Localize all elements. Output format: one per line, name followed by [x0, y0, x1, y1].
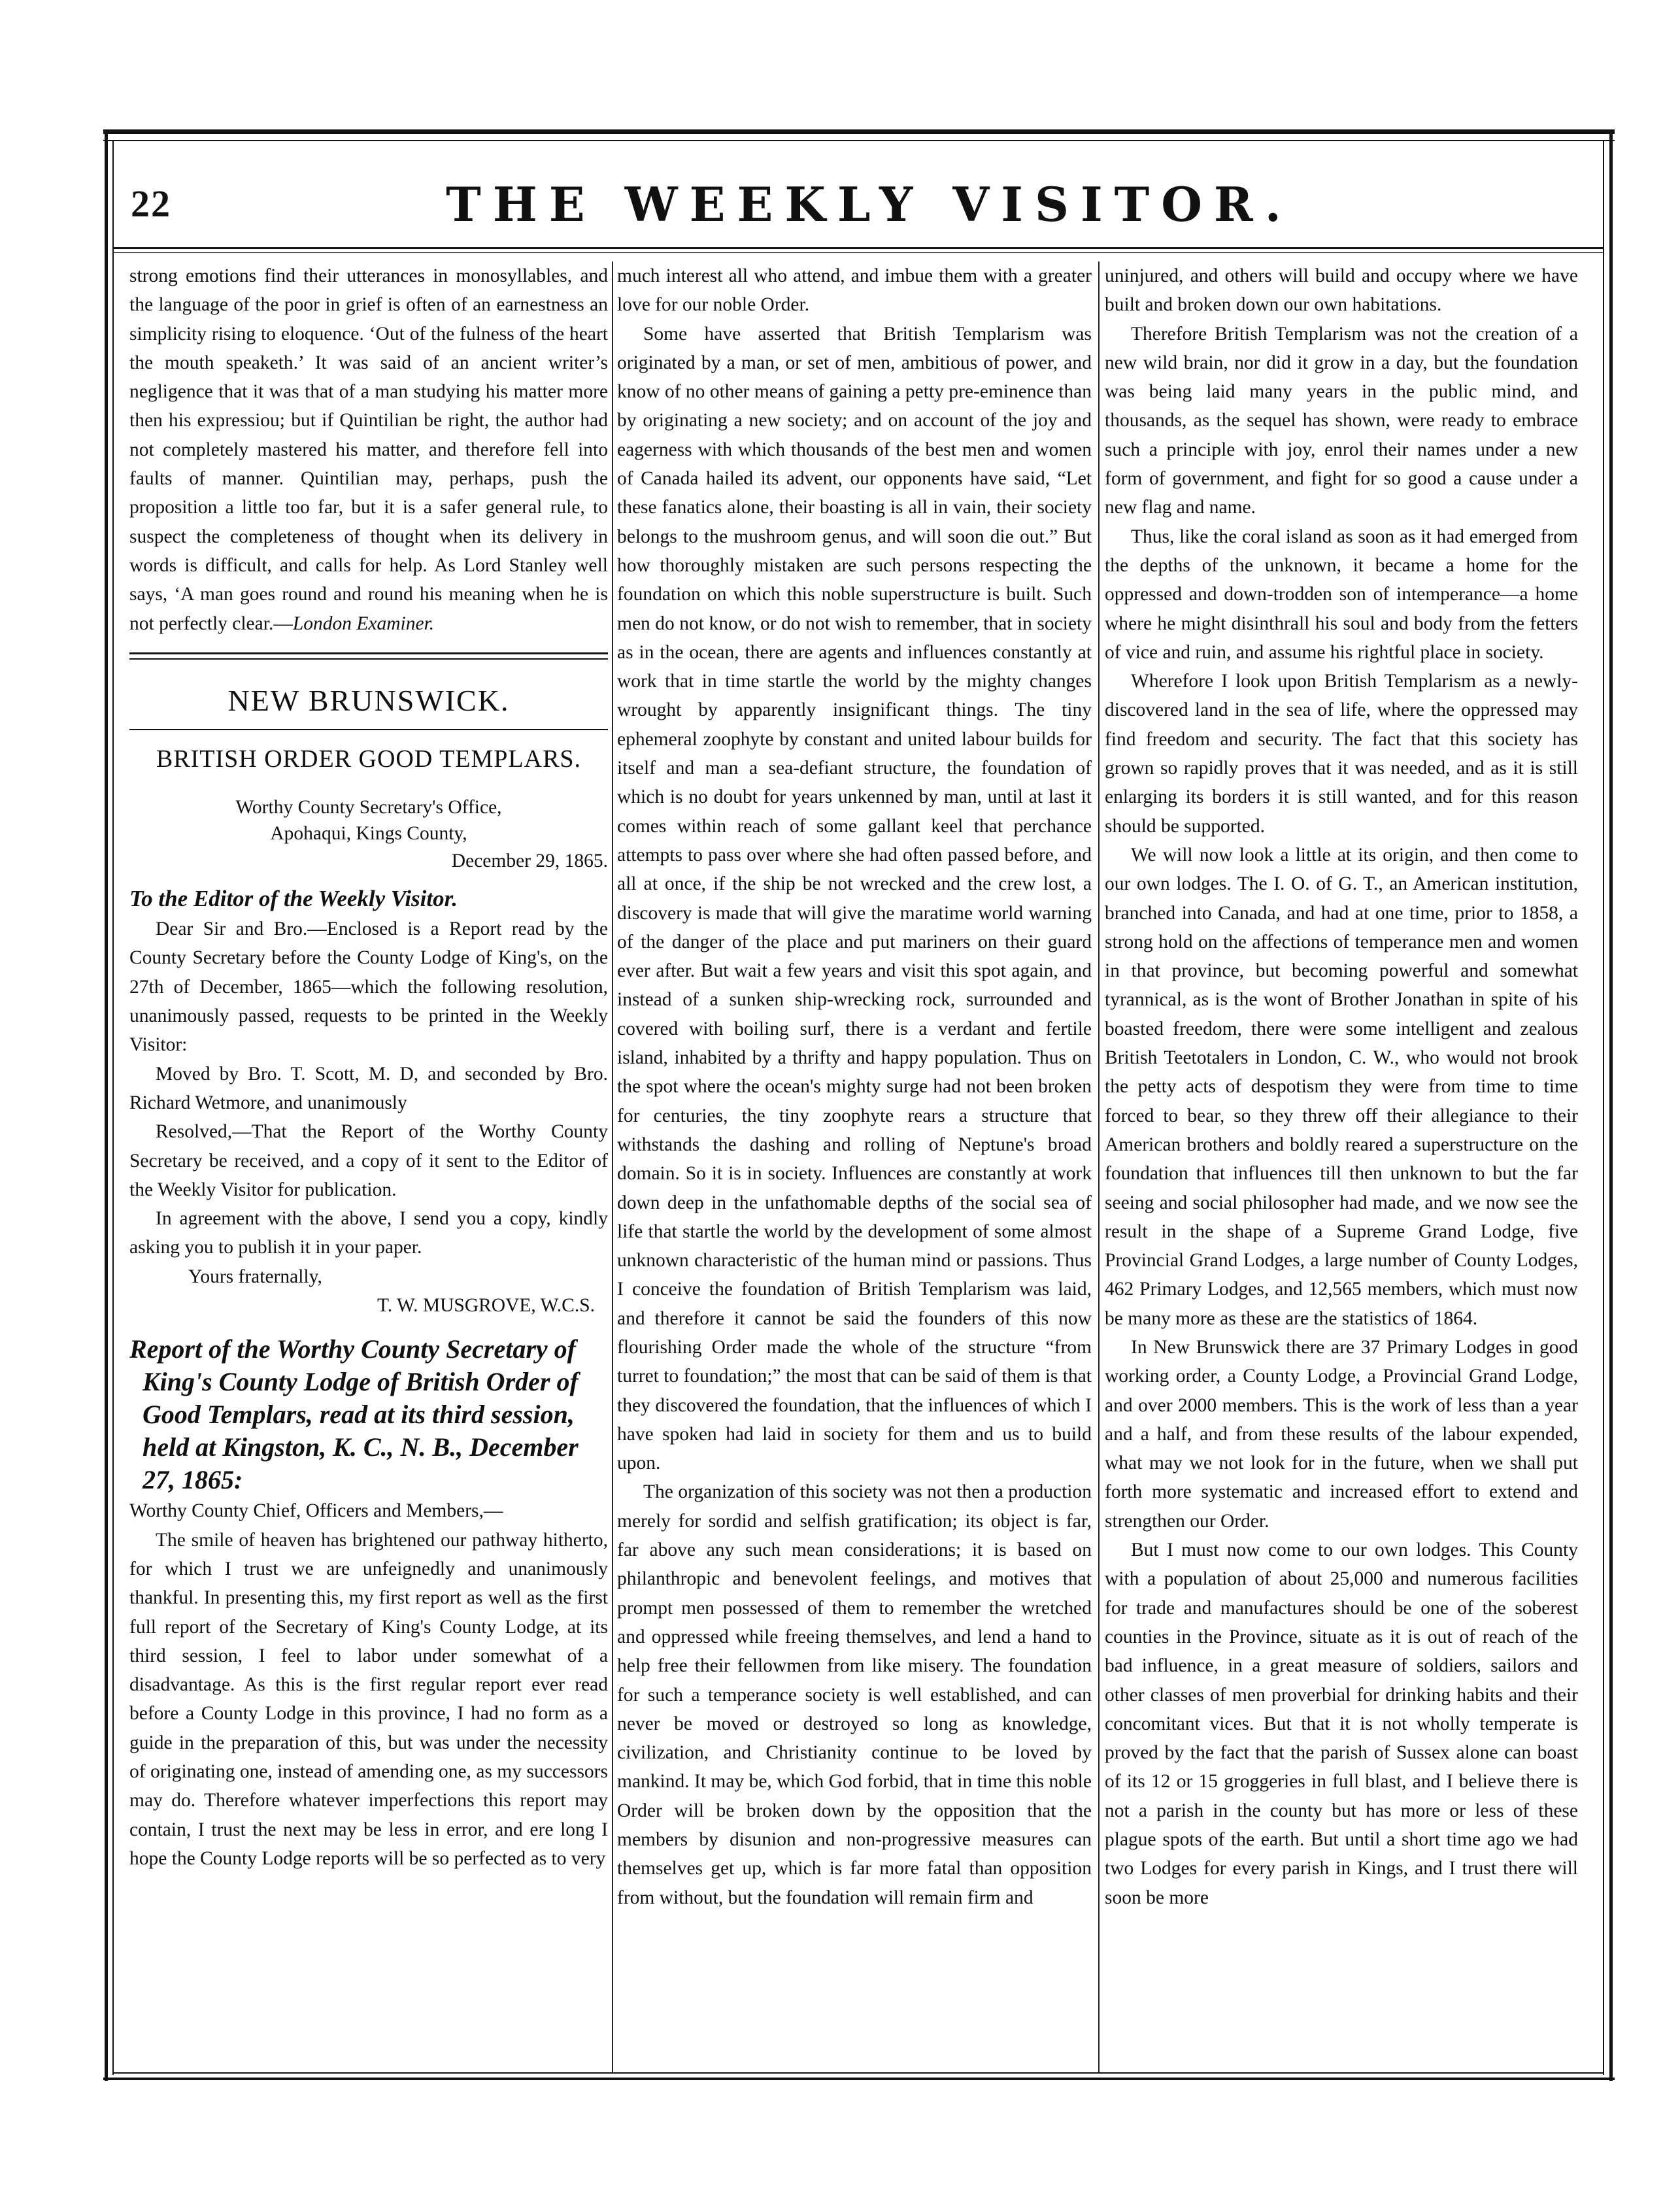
column-divider-2: [1098, 261, 1100, 2072]
letter-paragraph: Dear Sir and Bro.—Enclosed is a Report read by the County Secretary before the County Lodge of King's, on the 27th of December, 1865—which the following resolution, unanimously passed, requests to be printed in the Weekly Visitor:: [129, 918, 608, 1056]
report-paragraph: The smile of heaven has brightened our pathway hitherto, for which I trust we are unfeignedly and unanimously thankful. In presenting this, my first report as well as the first full report of the Secretary of King's County Lodge, at its third session, I feel to labor under somewhat of a disadvantage. As this is the first regular report ever read before a County Lodge in this province, I had no form as a guide in the preparation of this, but was under the necessity of originating one, instead of amending one, as my successors may do. Therefore whatever imperfections this report may contain, I trust the next may be less in error, and ere long I hope the County Lodge reports will be so perfected as to very: [129, 1529, 608, 1869]
masthead-title: THE WEEKLY VISITOR.: [446, 177, 1293, 232]
page-header: [124, 177, 1595, 235]
article-paragraph: uninjured, and others will build and occupy where we have built and broken down our own habitations.: [1105, 265, 1578, 316]
sub-heading: BRITISH ORDER GOOD TEMPLARS.: [156, 745, 582, 773]
article-paragraph: In New Brunswick there are 37 Primary Lodges in good working order, a County Lodge, a Provincial Grand Lodge, and over 2000 members. This is the work of less than a year and a half, and from these results of the labour expended, what may we not look for in the future, when we shall put forth more systematic and increased effort to extend and strengthen our Order.: [1105, 1336, 1578, 1532]
report-greeting: Worthy County Chief, Officers and Members,—: [129, 1500, 503, 1522]
column-divider-1: [612, 261, 613, 2072]
frame-right-rule: [1609, 129, 1613, 2081]
frame-top-rule-thin: [103, 140, 1615, 141]
frame-left-rule-inner: [112, 140, 114, 2075]
article-paragraph: Thus, like the coral island as soon as it had emerged from the depths of the unknown, it became a home for the oppressed and down-trodden son of intemperance—a home where he might disinthrall his soul and body from the fetters of vice and ruin, and assume his rightful place in society.: [1105, 526, 1578, 663]
article-paragraph: Some have asserted that British Templarism was originated by a man, or set of men, ambitious of power, and know of no other means of gaining a petty pre-eminence than by originating a new society; and on account of the joy and eagerness with which thousands of the best men and women of Canada hailed its advent, our opponents have said, “Let these fanatics alone, their boasting is all in vain, their society belongs to the mushroom genus, and will soon die out.” But how thoroughly mistaken are such persons respecting the foundation on which this noble superstructure is built. Such men do not know, or do not wish to remember, that in society as in the ocean, there are agents and influences constantly at work that in time startle the world by the mighty changes wrought by apparently insignificant things. The tiny ephemeral zoophyte by constant and united labour builds for itself and man a sea-defiant structure, the foundation of which is no doubt for years unkenned by man, until at last it comes within reach of some gallant keel that perchance attempts to pass over where she had often passed before, and all at once, if the ship be not wrecked and the crew lost, a discovery is made that will give the maratime world warning of the danger of the place and put mariners on their guard ever after. But wait a few years and visit this spot again, and instead of a sunken ship-wrecking rock, surrounded and covered with boiling surf, there is a verdant and fertile island, inhabited by a thrifty and happy population. Thus on the spot where the ocean's mighty surge had not been broken for centuries, the tiny zoophyte rears a structure that withstands the dashing and rolling of Neptune's broad domain. So it is in society. Influences are constantly at work down deep in the unfathomable depths of the social sea of life that startle the world by the development of some almost unknown characteristic of the human mind or passions. Thus I conceive the foundation of British Templarism was laid, and therefore it cannot be said the founders of this now flourishing Order made the whole of the structure “from turret to foundation;” the most that can be said of them is that they discovered the foundation, that the influences of which I have spoken had laid in society for them and us to build upon.: [617, 323, 1092, 1474]
letter-paragraph: In agreement with the above, I send you a copy, kindly asking you to publish it in your paper.: [129, 1208, 608, 1258]
letter-date: December 29, 1865.: [451, 850, 608, 871]
article-paragraph: [129, 261, 608, 638]
article-paragraph: But I must now come to our own lodges. This County with a population of about 25,000 and numerous facilities for trade and manufactures should be one of the soberest counties in the Province, situate as it is out of reach of the bad influence, in a great measure of soldiers, sailors and other classes of men proverbial for drinking habits and their concomitant vices. But that it is not wholly temperate is proved by the fact that the parish of Sussex alone can boast of its 12 or 15 groggeries in full blast, and I believe there is not a parish in the county but has more or less of these plague spots of the earth. But until a short time ago we had two Lodges for every parish in Kings, and I trust there will soon be more: [1105, 1540, 1578, 1908]
address-line: Apohaqui, Kings County,: [270, 822, 467, 844]
frame-bottom-rule-thin: [112, 2072, 1604, 2074]
letter-salutation-heading: To the Editor of the Weekly Visitor.: [129, 886, 458, 912]
column-1: [129, 261, 608, 2072]
header-rule: [114, 247, 1603, 249]
section-heading: NEW BRUNSWICK.: [227, 683, 510, 717]
article-paragraph: The organization of this society was not then a production merely for sordid and selfish gratification; its object is far, far above any such mean considerations; it is based on philanthropic and benevolent feelings, and motives that prompt men possessed of them to remember the wretched and oppressed while freeing themselves, and lend a hand to help free their fellowmen from like misery. The foundation for such a temperance society is well established, and can never be moved or destroyed so long as knowledge, civilization, and Christianity continue to be loved by mankind. It may be, which God forbid, that in time this noble Order will be broken down by the opposition that the members by disunion and non-progressive measures can themselves get up, which is far more fatal than opposition from without, but the foundation will remain firm and: [617, 1481, 1092, 1908]
article-paragraph: Therefore British Templarism was not the creation of a new wild brain, nor did it grow in a day, but the foundation was being laid many years in the public mind, and thousands, as the sequel has shown, were ready to embrace such a principle with joy, enrol their names under a new form of government, and fight for so good a cause under a new flag and name.: [1105, 323, 1578, 518]
letter-closing: Yours fraternally,: [188, 1266, 322, 1287]
column-3: [1105, 261, 1578, 2072]
article-paragraph: We will now look a little at its origin, and then come to our own lodges. The I. O. of G. T., an American institution, branched into Canada, and had at one time, prior to 1858, a strong hold on the affections of temperance men and women in that province, but becoming powerful and somewhat tyrannical, as is the wont of Brother Jonathan in spite of his boasted freedom, there were some intelligent and zealous British Teetotalers in London, C. W., who would not brook the petty acts of despotism they were from time to time forced to bear, so they threw off their allegiance to their American brothers and boldly reared a superstructure on the foundation that influences till then unknown to but the far seeing and social philosopher had made, and we now see the result in the shape of a Supreme Grand Lodge, five Provincial Grand Lodges, a large number of County Lodges, 462 Primary Lodges, and 12,565 members, which must now be many more as these are the statistics of 1864.: [1105, 844, 1578, 1329]
letter-paragraph: Resolved,—That the Report of the Worthy County Secretary be received, and a copy of it sent to the Editor of the Weekly Visitor for publication.: [129, 1121, 608, 1200]
frame-left-rule: [105, 129, 108, 2081]
address-line: Worthy County Secretary's Office,: [235, 796, 502, 818]
letter-signature: T. W. MUSGROVE, W.C.S.: [377, 1295, 595, 1317]
frame-top-rule-thick: [103, 129, 1615, 134]
column-2: [617, 261, 1092, 2072]
heading-rule: [129, 729, 608, 730]
frame-bottom-rule: [103, 2078, 1615, 2080]
page-number: 22: [131, 182, 171, 225]
report-title: Report of the Worthy County Secretary of King's County Lodge of British Order of Good Templars, read at its third session, held at Kingston, K. C., N. B., December 27, 1865:: [129, 1334, 579, 1495]
article-source: London Examiner.: [292, 613, 435, 634]
article-text: strong emotions find their utterances in monosyllables, and the language of the poor in grief is often of an earnestness an simplicity rising to eloquence. ‘Out of the fulness of the heart the mouth speaketh.’ It was said of an ancient writer’s negligence that it was that of a man studying his matter more then his expressiou; but if Quintilian be right, the author had not completely mastered his matter, and therefore fell into faults of manner. Quintilian may, perhaps, push the proposition a little too far, but it is a safer general rule, to suspect the completeness of thought when its delivery in words is difficult, and calls for help. As Lord Stanley well says, ‘A man goes round and round his meaning when he is not perfectly clear.—: [129, 265, 608, 634]
frame-right-rule-inner: [1603, 140, 1604, 2075]
section-divider: [129, 652, 608, 660]
letter-paragraph: Moved by Bro. T. Scott, M. D, and seconded by Bro. Richard Wetmore, and unanimously: [129, 1063, 608, 1113]
article-paragraph: much interest all who attend, and imbue them with a greater love for our noble Order.: [617, 265, 1092, 316]
article-paragraph: Wherefore I look upon British Templarism as a newly-discovered land in the sea of life, where the oppressed may find freedom and security. The fact that this society has grown so rapidly proves that it was needed, and as it is still enlarging its borders it is still wanted, and for this reason should be supported.: [1105, 671, 1578, 837]
header-rule-thin: [114, 252, 1603, 253]
